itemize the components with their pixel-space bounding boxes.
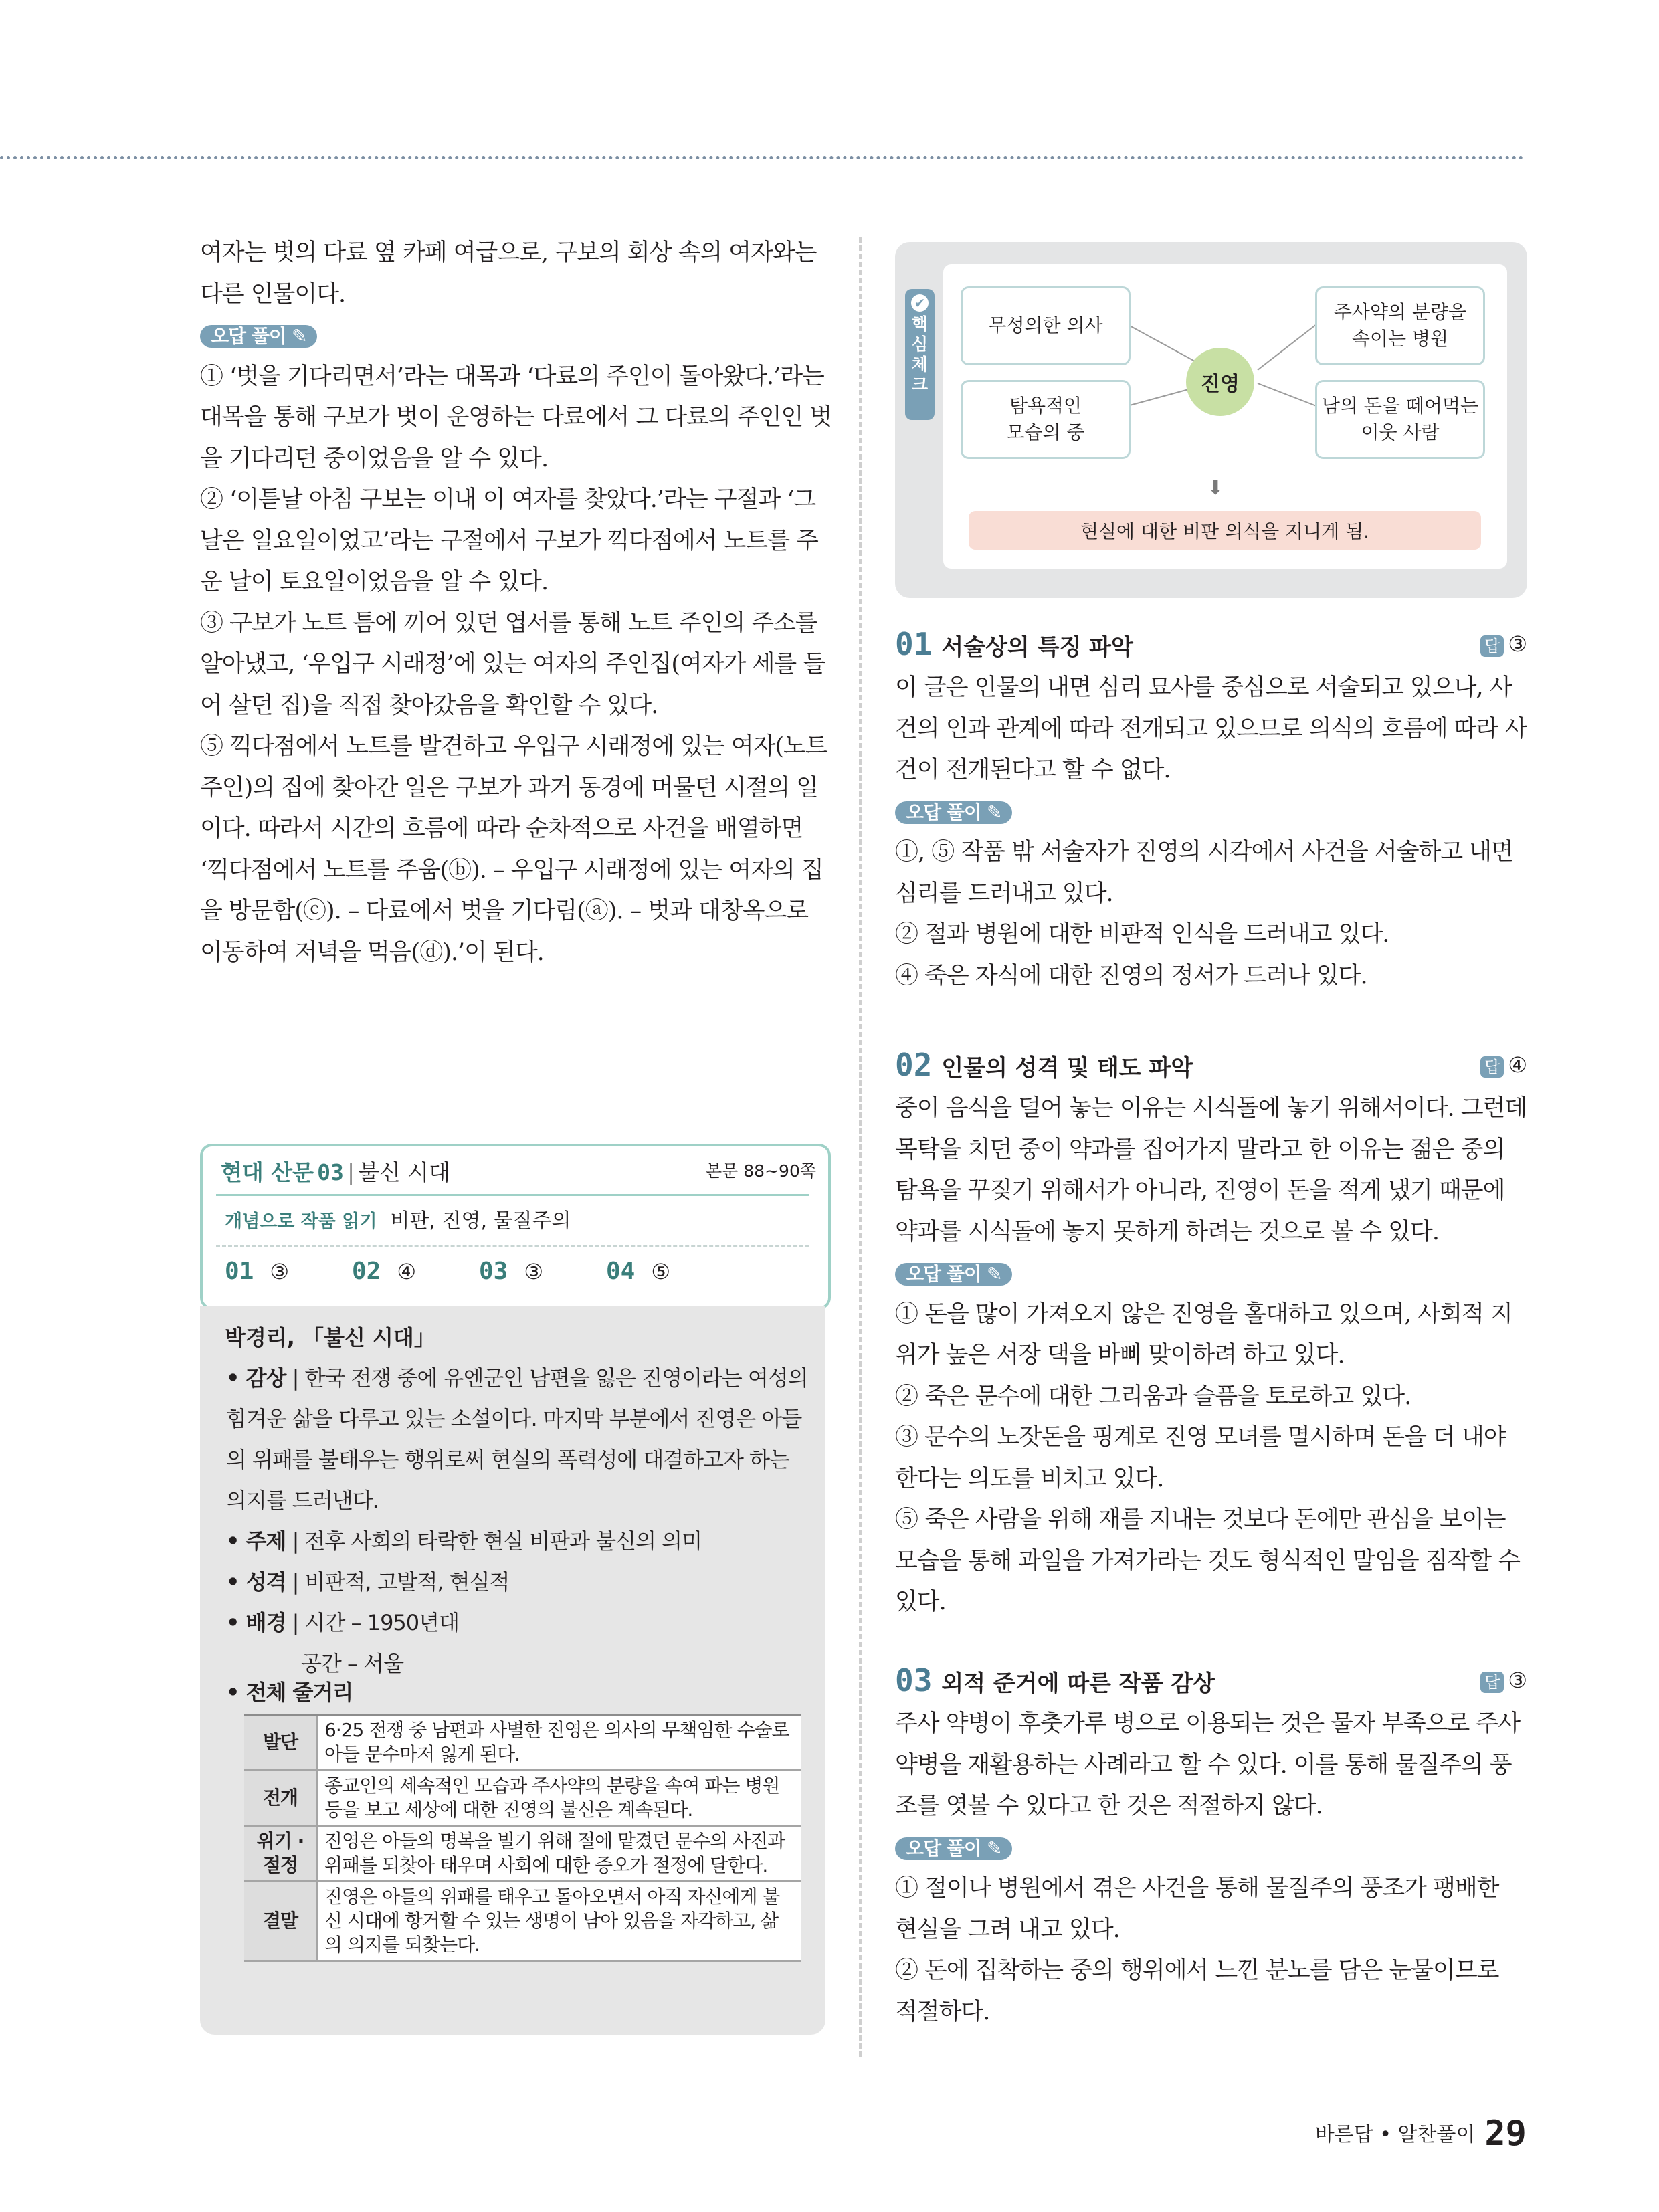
question-answer: 답 ③ — [1480, 1664, 1527, 1697]
card-dashed-rule — [216, 1245, 809, 1247]
answer-item: ② ‘이튿날 아침 구보는 이내 이 여자를 찾았다.’라는 구절과 ‘그 날은 일요일이었고’라는 구절에서 구보가 끽다점에서 노트를 주운 날이 토요일이었음을 알 수 있다. — [200, 486, 818, 595]
answer-key-item: 04 ⑤ — [606, 1258, 671, 1285]
answer-item: ① ‘벗을 기다리면서’라는 대목과 ‘다료의 주인이 돌아왔다.’라는 대목을 통해 구보가 벗이 운영하는 다료에서 그 다료의 주인인 벗을 기다리던 중이었음을 알 수 있다. — [200, 363, 832, 472]
answer-item: ③ 문수의 노잣돈을 핑계로 진영 모녀를 멸시하며 돈을 더 내야 한다는 의도를 비치고 있다. — [895, 1424, 1506, 1492]
answer-item: ⑤ 죽은 사람을 위해 재를 지내는 것보다 돈에만 관심을 보이는 모습을 통해 과일을 가져가라는 것도 형식적인 말임을 짐작할 수 있다. — [895, 1506, 1521, 1615]
node-neighbor: 남의 돈을 떼어먹는 이웃 사람 — [1315, 380, 1485, 459]
wrong-answer-badge: 오답 풀이 ✎ — [895, 801, 1012, 824]
page-number: 29 — [1484, 2114, 1527, 2154]
answer-key-item: 02 ④ — [352, 1258, 417, 1285]
summary-card-title: 현대 산문 03 | 불신 시대 본문 88~90쪽 — [221, 1159, 816, 1185]
question-01 — [895, 627, 1527, 997]
table-row: 전개 종교인의 세속적인 모습과 주사약의 분량을 속여 파는 병원 등을 보고 세상에 대한 진영의 불신은 계속된다. — [244, 1771, 801, 1826]
wrong-answer-badge: 오답 풀이 ✎ — [200, 325, 317, 348]
question-title: 인물의 성격 및 태도 파악 — [941, 1055, 1193, 1082]
check-icon: ✔ — [911, 294, 929, 312]
question-answer: 답 ③ — [1480, 627, 1527, 661]
pencil-icon: ✎ — [986, 1837, 1002, 1859]
character: • 성격 | 비판적, 고발적, 현실적 — [226, 1569, 510, 1595]
pencil-icon: ✎ — [986, 1263, 1002, 1285]
answer-item: ⑤ 끽다점에서 노트를 발견하고 우입구 시래정에 있는 여자(노트 주인)의 집에 찾아간 일은 구보가 과거 동경에 머물던 시절의 일이다. 따라서 시간의 흐름에 따라 순차적으로 사건을 배열하면 ‘끽다점에서 노트를 주움(ⓑ). – 우입구 시래정에 있는 여자의 집을 방문함(ⓒ). – 다료에서 벗을 기다림(ⓐ). – 벗과 대창옥으로 이동하여 저녁을 먹음(ⓓ).’이 된다. — [200, 733, 827, 966]
left-answer-block — [200, 233, 832, 973]
node-hospital: 주사약의 분량을 속이는 병원 — [1315, 286, 1485, 365]
answer-intro: 여자는 벗의 다료 옆 카페 여급으로, 구보의 회상 속의 여자와는 다른 인물이다. — [200, 239, 817, 308]
question-title: 서술상의 특징 파악 — [941, 634, 1133, 661]
answer-key-item: 03 ③ — [479, 1258, 544, 1285]
theme: • 주제 | 전후 사회의 타락한 현실 비판과 불신의 의미 — [226, 1528, 702, 1554]
answer-key-item: 01 ③ — [225, 1258, 290, 1285]
appreciation: • 감상 | 한국 전쟁 중에 유엔군인 남편을 잃은 진영이라는 여성의 힘겨운 삶을 다루고 있는 소설이다. 마지막 부분에서 진영은 아들의 위패를 불태우는 행위로써 현실의 폭력성에 대결하고자 하는 의지를 드러낸다. — [226, 1365, 808, 1513]
plot-heading: • 전체 줄거리 — [226, 1680, 353, 1705]
question-body: 주사 약병이 후춧가루 병으로 이용되는 것은 물자 부족으로 주사 약병을 재활용하는 사례라고 할 수 있다. 이를 통해 물질주의 풍조를 엿볼 수 있다고 한 것은 적절하지 않다. — [895, 1710, 1521, 1819]
question-02 — [895, 1048, 1527, 1623]
question-number: 02 — [895, 1047, 933, 1083]
answer-item: ③ 구보가 노트 틈에 끼어 있던 엽서를 통해 노트 주인의 주소를 알아냈고, ‘우입구 시래정’에 있는 여자의 주인집(여자가 세를 들어 살던 집)을 직접 찾아갔음을 확인할 수 있다. — [200, 609, 825, 719]
work-info-heading: 박경리, 「불신 시대」 — [225, 1325, 435, 1350]
column-divider — [859, 237, 862, 2057]
table-row: 발단 6·25 전쟁 중 남편과 사별한 진영은 의사의 무책임한 수술로 아들 문수마저 잃게 된다. — [244, 1715, 801, 1771]
top-dotted-rule — [0, 156, 1524, 159]
question-title: 외적 준거에 따른 작품 감상 — [941, 1670, 1215, 1697]
page-reference: 본문 88~90쪽 — [706, 1161, 816, 1181]
pencil-icon: ✎ — [291, 325, 307, 347]
answer-item: ①, ⑤ 작품 밖 서술자가 진영의 시각에서 사건을 서술하고 내면 심리를 드러내고 있다. — [895, 839, 1513, 907]
wrong-answer-badge: 오답 풀이 ✎ — [895, 1837, 1012, 1860]
result-bar: 현실에 대한 비판 의식을 지니게 됨. — [969, 511, 1481, 550]
wrong-answer-badge: 오답 풀이 ✎ — [895, 1263, 1012, 1286]
answer-item: ① 절이나 병원에서 겪은 사건을 통해 물질주의 풍조가 팽배한 현실을 그려 내고 있다. — [895, 1875, 1499, 1943]
question-number: 01 — [895, 626, 933, 662]
key-check-tab: ✔ 핵 심 체 크 — [905, 289, 935, 420]
card-title-rule — [216, 1194, 809, 1196]
answer-item: ④ 죽은 자식에 대한 진영의 정서가 드러나 있다. — [895, 962, 1367, 989]
answer-item: ① 돈을 많이 가져오지 않은 진영을 홀대하고 있으며, 사회적 지위가 높은 서장 댁을 바삐 맞이하려 하고 있다. — [895, 1300, 1512, 1369]
pencil-icon: ✎ — [986, 801, 1002, 823]
table-row: 위기 · 절정 진영은 아들의 명복을 빌기 위해 절에 맡겼던 문수의 사진과 위패를 되찾아 태우며 사회에 대한 증오가 절정에 달한다. — [244, 1826, 801, 1882]
question-answer: 답 ④ — [1480, 1048, 1527, 1082]
question-number: 03 — [895, 1662, 933, 1698]
node-jinyoung: 진영 — [1186, 348, 1254, 416]
concept-line: 개념으로 작품 읽기 비판, 진영, 물질주의 — [225, 1209, 571, 1233]
answer-item: ② 죽은 문수에 대한 그리움과 슬픔을 토로하고 있다. — [895, 1383, 1411, 1410]
question-body: 이 글은 인물의 내면 심리 묘사를 중심으로 서술되고 있으나, 사건의 인과 관계에 따라 전개되고 있으므로 의식의 흐름에 따라 사건이 전개된다고 할 수 없다. — [895, 674, 1527, 783]
arrow-down-icon: ⬇ — [1207, 476, 1224, 500]
answer-item: ② 돈에 집착하는 중의 행위에서 느낀 분노를 담은 눈물이므로 적절하다. — [895, 1957, 1499, 2025]
setting: • 배경 | 시간 – 1950년대 공간 – 서울 — [226, 1610, 459, 1676]
page-footer: 바른답 • 알찬풀이 29 — [1314, 2114, 1527, 2154]
answer-item: ② 절과 병원에 대한 비판적 인식을 드러내고 있다. — [895, 921, 1389, 948]
node-doctor: 무성의한 의사 — [961, 286, 1131, 365]
node-monk: 탐욕적인 모습의 중 — [961, 380, 1131, 459]
work-title: 불신 시대 — [358, 1159, 451, 1185]
question-body: 중이 음식을 덜어 놓는 이유는 시식돌에 놓기 위해서이다. 그런데 목탁을 치던 중이 약과를 집어가지 말라고 한 이유는 젊은 중의 탐욕을 꾸짖기 위해서가 아니라, 진영이 돈을 적게 냈기 때문에 약과를 시식돌에 놓지 못하게 하려는 것으로 볼 수 있다. — [895, 1095, 1527, 1245]
table-row: 결말 진영은 아들의 위패를 태우고 돌아오면서 아직 자신에게 불신 시대에 항거할 수 있는 생명이 남아 있음을 자각하고, 삶의 의지를 되찾는다. — [244, 1882, 801, 1961]
plot-table — [244, 1714, 801, 1962]
question-03 — [895, 1664, 1527, 2033]
